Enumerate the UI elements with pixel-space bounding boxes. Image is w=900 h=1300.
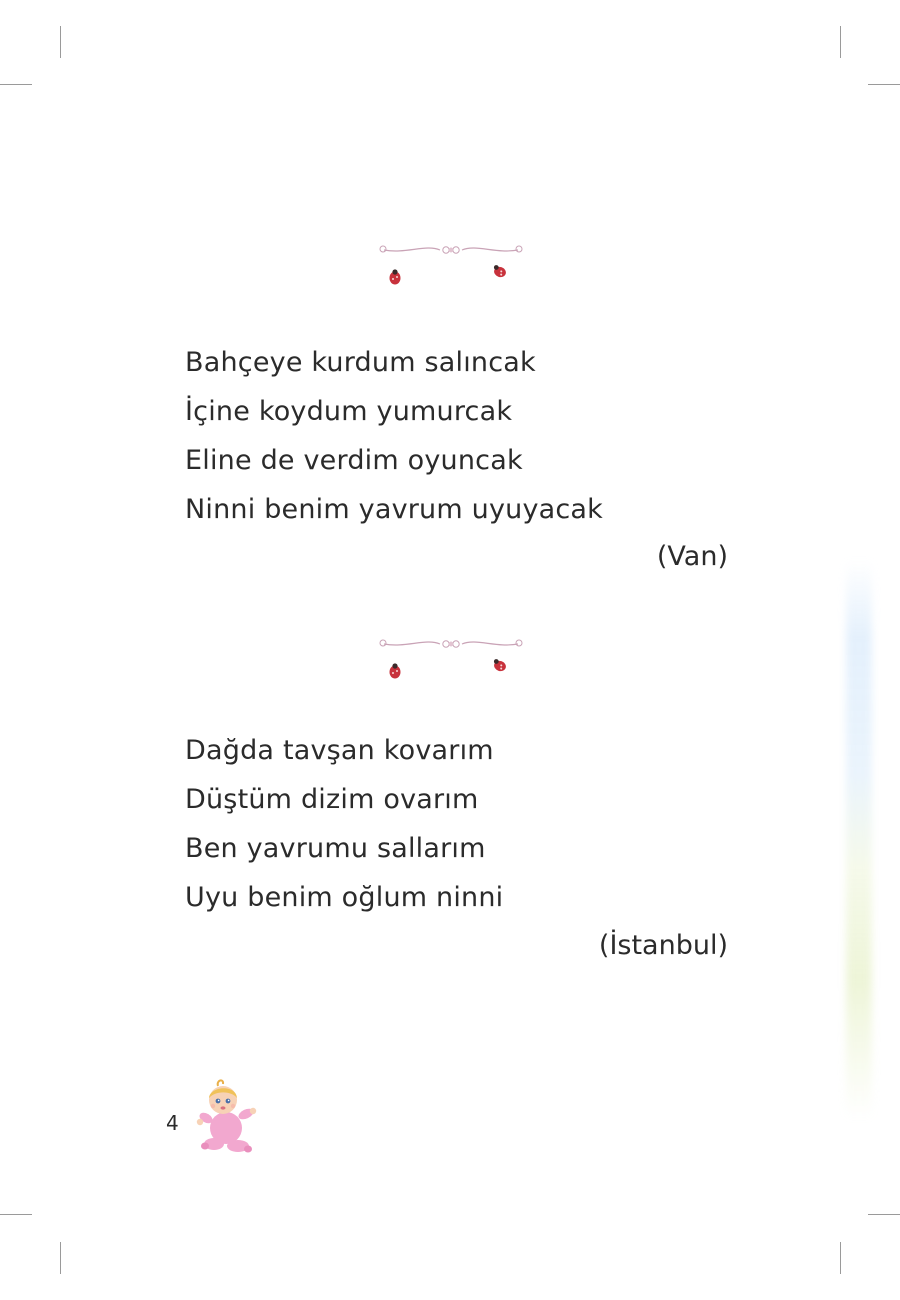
baby-icon [196,1078,258,1156]
page-edge-gradient [846,560,872,1120]
verse-line: Düştüm dizim ovarım [185,784,479,815]
crop-mark-top-right-h [868,84,900,85]
poem-origin-istanbul: (İstanbul) [598,930,728,961]
ladybug-ornament-icon [376,240,526,290]
verse-line: İçine koydum yumurcak [185,396,513,427]
crop-mark-bottom-right-h [868,1214,900,1215]
crop-mark-bottom-left-h [0,1214,32,1215]
page-number: 4 [166,1111,179,1135]
verse-line: Ben yavrumu sallarım [185,833,486,864]
poem-origin-van: (Van) [656,541,728,572]
verse-line: Bahçeye kurdum salıncak [185,347,536,378]
verse-line: Ninni benim yavrum uyuyacak [185,494,604,525]
crop-mark-bottom-left [60,1242,61,1274]
verse-line: Dağda tavşan kovarım [185,735,494,766]
ladybug-ornament-icon [376,634,526,684]
verse-line: Eline de verdim oyuncak [185,445,523,476]
poem-istanbul-lines [185,726,503,922]
poem-van-lines [185,338,603,534]
verse-line: Uyu benim oğlum ninni [185,882,504,913]
crop-mark-bottom-right [840,1242,841,1274]
crop-mark-top-right [840,26,841,58]
crop-mark-top-left [60,26,61,58]
crop-mark-top-left-h [0,84,32,85]
